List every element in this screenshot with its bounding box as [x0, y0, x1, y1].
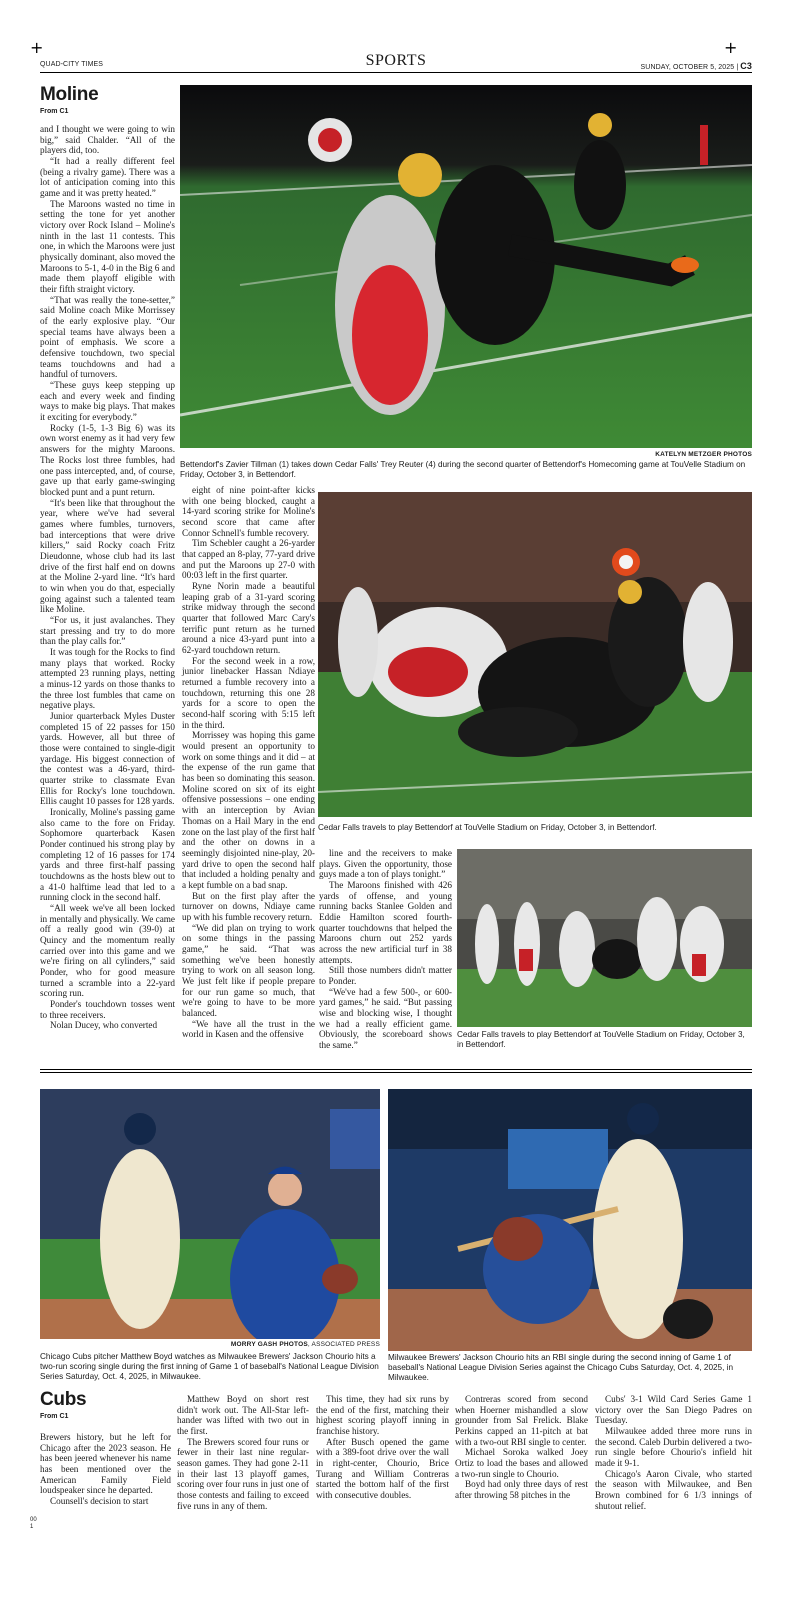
cubs-story-column-2: [177, 1394, 309, 1512]
photo-credit-metzger: KATELYN METZGER PHOTOS: [655, 451, 752, 458]
story-paragraph: The Maroons finished with 426 yards of offense, and young running backs Stanlee Golden and Eddie Hamilton scored fourth-quarter touchdowns that helped the Maroons churn out 252 yards across the new artificial turf in 38 attempts.: [319, 880, 452, 965]
baseball-boyd-photo: [40, 1089, 380, 1339]
cubs-jump-line: From C1: [40, 1413, 69, 1420]
football-tackle-photo: [180, 85, 752, 448]
story-paragraph: line and the receivers to make plays. Given the opportunity, those guys made a ton of plays tonight.”: [319, 848, 452, 880]
folio-date: SUNDAY, OCTOBER 5, 2025: [640, 64, 735, 71]
photo-credit-gash-name: MORRY GASH PHOTOS: [230, 1341, 308, 1348]
story-paragraph: Chicago's Aaron Civale, who started the season with Milwaukee, and Ben Brown combined for 6 1/3 innings of shutout relief.: [595, 1468, 752, 1511]
story-paragraph: eight of nine point-after kicks with one being blocked, caught a 14-yard scoring strike for Moline's second score that came after Connor Schnell's fumble recovery.: [182, 485, 315, 538]
football-sideline-caption: Cedar Falls travels to play Bettendorf at TouVelle Stadium on Friday, October 3, in Bettendorf.: [457, 1030, 745, 1049]
cubs-story-column-5: [595, 1394, 752, 1512]
section-divider-top: [40, 1069, 752, 1070]
photo-credit-gash-agency: , ASSOCIATED PRESS: [307, 1341, 380, 1348]
story-paragraph: After Busch opened the game with a 389-foot drive over the wall in right-center, Chourio, Brice Turang and William Contreras started the bottom half of the first with consecutive doubles.: [316, 1436, 449, 1501]
story-paragraph: Ponder's touchdown tosses went to three receivers.: [40, 999, 175, 1020]
plate-code-line-2: 1: [30, 1524, 34, 1530]
story-paragraph: “It had a really different feel (being a rivalry game). There was a lot of anticipation coming into this game and it was pretty heated.”: [40, 156, 175, 199]
registration-mark-left: +: [30, 38, 44, 57]
story-paragraph: It was tough for the Rocks to find many plays that worked. Rocky attempted 23 running plays, netting a minus-12 yards on those thanks to the three lost fumbles that came on negative plays.: [40, 646, 175, 711]
moline-jump-line: From C1: [40, 108, 69, 115]
story-paragraph: Boyd had only three days of rest after throwing 58 pitches in the: [455, 1479, 588, 1501]
photo-credit-gash: [40, 1341, 380, 1348]
story-paragraph: Tim Schebler caught a 26-yarder that capped an 8-play, 77-yard drive and put the Maroons up 27-0 with 00:03 left in the first quarter.: [182, 538, 315, 581]
story-paragraph: The Maroons wasted no time in setting the tone for yet another victory over Rock Island – Moline's ninth in the last 11 contests. This one, in which the Maroons were just physically dominant, also moved the Maroons to 5-1, 4-0 in the Big 6 and made them playoff eligible with their fifth straight victory.: [40, 198, 175, 295]
story-paragraph: Cubs' 3-1 Wild Card Series Game 1 victory over the San Diego Padres on Tuesday.: [595, 1394, 752, 1426]
story-paragraph: Michael Soroka walked Joey Ortiz to load the bases and allowed a two-run single to Chourio.: [455, 1447, 588, 1479]
story-paragraph: “All week we've all been locked in mentally and physically. We came off a really good win (39-0) at Quincy and the momentum really carried over into this game and we we're firing on all cylinders,” said Ponder, who for good measure turned a scramble into a 22-yard scoring run.: [40, 903, 175, 999]
story-paragraph: “We did plan on trying to work on some things in the passing game,” he said. “That was something we've been honestly trying to work on all season long. We just felt like if people prepare for our run game so much, that we're going to have to be more balanced.: [182, 922, 315, 1018]
moline-story-column-2: [182, 485, 315, 1053]
cubs-story-column-4: [455, 1394, 588, 1512]
registration-mark-right: +: [724, 38, 738, 57]
plate-code-line-1: 00: [30, 1517, 37, 1523]
football-tackle-caption: Bettendorf's Zavier Tillman (1) takes down Cedar Falls' Trey Reuter (4) during the second quarter of Bettendorf's Homecoming game at TouVelle Stadium on Friday, October 3, in Bettendorf.: [180, 460, 746, 479]
section-title: SPORTS: [365, 52, 427, 69]
story-paragraph: But on the first play after the turnover on downs, Ndiaye came up with his fumble recovery return.: [182, 890, 315, 922]
story-paragraph: “It's been like that throughout the year, where we've had several games where fumbles, turnovers, bad interceptions that were drive killers,” said Rocky coach Fritz Dieudonne, whose club had its last drive of the first half end on downs at the Moline 2-yard line. “It's hard to win when you do that, especially going against such a talented team like Moline.: [40, 497, 175, 615]
story-paragraph: Junior quarterback Myles Duster completed 15 of 22 passes for 150 yards. However, all but three of those were contained to single-digit yardage. His biggest connection of the contest was a 46-yard, third-quarter strike to classmate Evan Ellis for Rocky's lone touchdown. Ellis caught 10 passes for 128 yards.: [40, 710, 175, 807]
story-paragraph: and I thought we were going to win big,” said Chalder. “All of the players did, too.: [40, 124, 175, 156]
story-paragraph: “That was really the tone-setter,” said Moline coach Mike Morrissey of the early explosive play. “Our special teams have always been a point of emphasis. We score a defensive touchdown, two special teams touchdowns and had a handful of turnovers.: [40, 294, 175, 380]
football-pileup-photo: [318, 492, 752, 817]
plate-code: [30, 1517, 37, 1531]
story-paragraph: For the second week in a row, junior linebacker Hassan Ndiaye returned a fumble recovery into a touchdown, returning this one 28 yards for a score to open the second-half scoring with 5:15 left in the third.: [182, 655, 315, 730]
folio-separator: |: [736, 64, 739, 71]
story-paragraph: Rocky (1-5, 1-3 Big 6) was its own worst enemy as it had very few answers for the mighty Maroons. The Rocks lost three fumbles, had one pass intercepted, and, of course, gave up that early game-swinging blocked punt and a punt return.: [40, 422, 175, 497]
baseball-boyd-caption: Chicago Cubs pitcher Matthew Boyd watches as Milwaukee Brewers' Jackson Chourio hits a two-run scoring single during the first inning of Game 1 of baseball's National League Division Series Saturday, Oct. 4, 2025, in Milwaukee.: [40, 1352, 379, 1381]
publication-name: QUAD-CITY TIMES: [40, 61, 104, 68]
story-paragraph: Matthew Boyd on short rest didn't work out. The All-Star left-hander was lifted with two out in the first.: [177, 1394, 309, 1437]
moline-story-column-1: [40, 124, 175, 1052]
cubs-story-column-1: [40, 1432, 171, 1512]
story-paragraph: Contreras scored from second when Hoerner mishandled a slow grounder from Sal Frelick. Blake Perkins capped an 11-pitch at bat with a two-out RBI single to center.: [455, 1394, 588, 1447]
story-paragraph: Ryne Norin made a beautiful leaping grab of a 31-yard scoring strike midway through the second quarter that followed Marc Cary's terrific punt return as he turned around a nice 43-yard punt into a 62-yard touchdown return.: [182, 581, 315, 656]
story-paragraph: Morrissey was hoping this game would present an opportunity to work on some things and it did – at the expense of the run game that has been so dominating this season. Moline scored on six of its eight offensive possessions – one ending with an interception by Avian Thomas on a Hail Mary in the end zone on the last play of the first half and the other on downs in a seemingly disjointed nine-play, 20-yard drive to open the second half that included a holding penalty and a kept fumble on a bad snap.: [182, 730, 315, 890]
story-paragraph: “We've had a few 500-, or 600-yard games,” he said. “But passing wise and blocking wise, I thought we had a really efficient game. Obviously, the scoreboard shows the same.”: [319, 986, 452, 1051]
story-paragraph: “These guys keep stepping up each and every week and finding ways to make big plays. That makes it exciting for everybody.”: [40, 380, 175, 423]
moline-headline: Moline: [40, 84, 99, 105]
baseball-chourio-photo: [388, 1089, 752, 1351]
football-pileup-caption: Cedar Falls travels to play Bettendorf at TouVelle Stadium on Friday, October 3, in Bettendorf.: [318, 823, 657, 832]
story-paragraph: Brewers history, but he left for Chicago after the 2023 season. He has been jeered whenever his name has been mentioned over the American Family Field loudspeaker since he departed.: [40, 1432, 171, 1496]
page-number: C3: [740, 61, 752, 71]
story-paragraph: “We have all the trust in the world in Kasen and the offensive: [182, 1018, 315, 1040]
baseball-chourio-caption: Milwaukee Brewers' Jackson Chourio hits an RBI single during the second inning of Game 1 of baseball's National League Division Series against the Chicago Cubs Saturday, Oct. 4, 2025, in Milwaukee.: [388, 1353, 734, 1382]
cubs-story-column-3: [316, 1394, 449, 1512]
story-paragraph: This time, they had six runs by the end of the first, matching their highest scoring playoff inning in franchise history.: [316, 1394, 449, 1437]
story-paragraph: Still those numbers didn't matter to Ponder.: [319, 965, 452, 987]
folio-rule: [40, 72, 752, 73]
story-paragraph: The Brewers scored four runs or fewer in their last nine regular-season games. They had gone 2-11 in their last 13 playoff games, scoring over four runs in just one of those contests and failing to exceed five runs in any of them.: [177, 1436, 309, 1511]
cubs-headline: Cubs: [40, 1389, 87, 1410]
football-sideline-photo: [457, 849, 752, 1027]
story-paragraph: Nolan Ducey, who converted: [50, 1020, 158, 1031]
section-divider-bottom: [40, 1072, 752, 1073]
moline-story-column-3: [319, 848, 452, 1053]
story-paragraph: Milwaukee added three more runs in the second. Caleb Durbin delivered a two-run single before Chourio's infield hit made it 9-1.: [595, 1426, 752, 1469]
story-paragraph: Ironically, Moline's passing game also came to the fore on Friday. Sophomore quarterback Kasen Ponder continued his strong play by completing 12 of 16 passes for 174 yards and three first-half passing touchdowns as the hosts blew out to a 41-0 halftime lead that led to a running clock in the second half.: [40, 807, 175, 903]
story-paragraph: Counsell's decision to start: [50, 1496, 149, 1507]
folio-date-page: [641, 61, 752, 71]
story-paragraph: “For us, it just avalanches. They start pressing and try to do more than the play calls for.”: [40, 614, 175, 647]
